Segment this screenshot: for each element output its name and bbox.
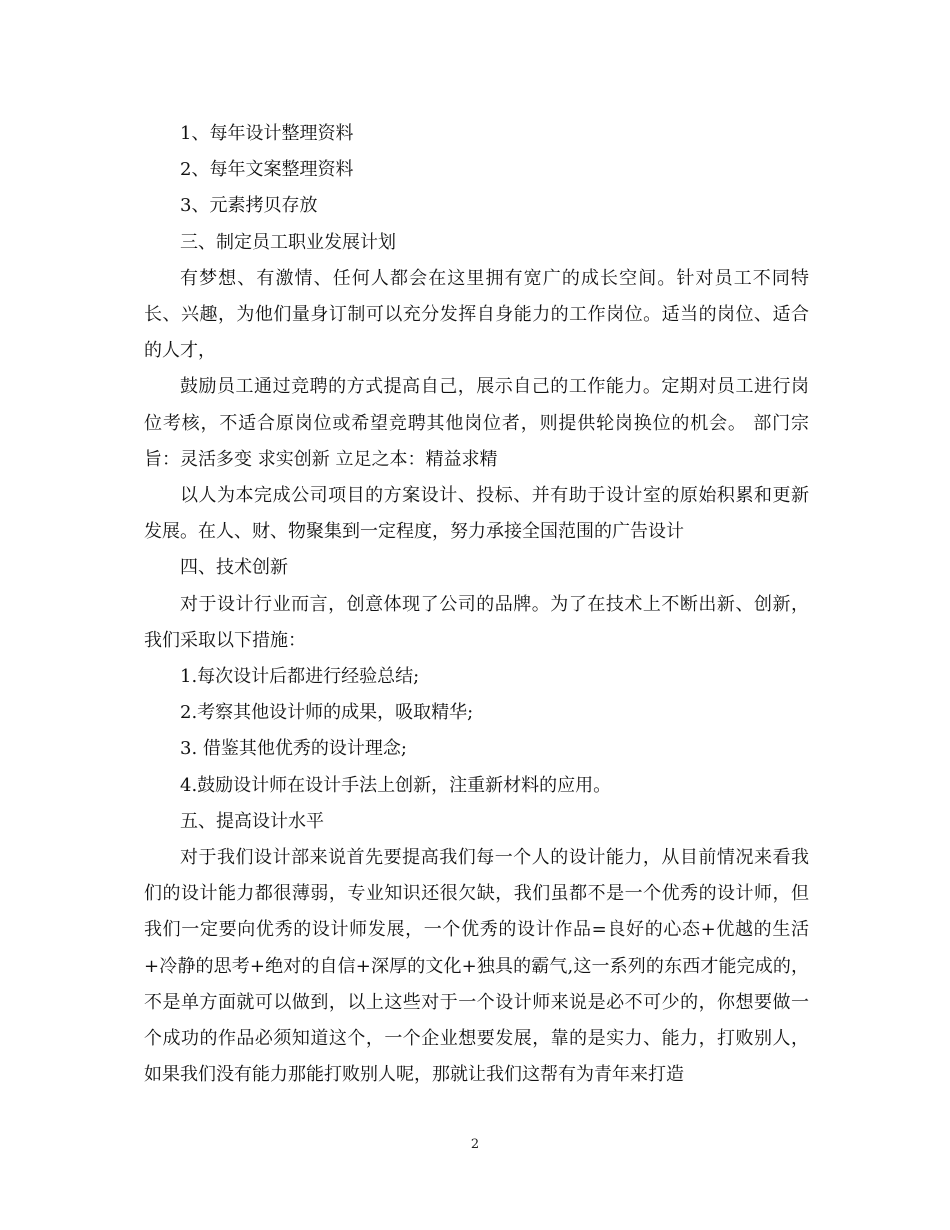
paragraph-innovation: 对于设计行业而言，创意体现了公司的品牌。为了在技术上不断出新、创新，我们采取以下措施： bbox=[144, 593, 809, 651]
section-heading-4: 四、技术创新 bbox=[180, 557, 288, 579]
list-item-2: 2、每年文案整理资料 bbox=[180, 159, 354, 181]
list-item-1: 1、每年设计整理资料 bbox=[180, 123, 354, 144]
list-item-3: 3、元素拷贝存放 bbox=[180, 195, 318, 217]
measure-item-3: 3. 借鉴其他优秀的设计理念; bbox=[180, 738, 407, 760]
page-number: 2 bbox=[470, 1137, 480, 1152]
paragraph-career-1: 有梦想、有激情、任何人都会在这里拥有宽广的成长空间。针对员工不同特长、兴趣，为他们量身订制可以充分发挥自身能力的工作岗位。适当的岗位、适合的人才， bbox=[144, 267, 809, 362]
document-body bbox=[144, 116, 809, 1093]
measure-item-2: 2.考察其他设计师的成果，吸取精华; bbox=[180, 702, 474, 724]
measure-item-1: 1.每次设计后都进行经验总结; bbox=[180, 666, 420, 688]
measure-item-4: 4.鼓励设计师在设计手法上创新，注重新材料的应用。 bbox=[180, 774, 612, 796]
section-heading-3: 三、制定员工职业发展计划 bbox=[180, 231, 396, 253]
section-heading-5: 五、提高设计水平 bbox=[180, 810, 324, 832]
paragraph-career-2: 鼓励员工通过竞聘的方式提高自己，展示自己的工作能力。定期对员工进行岗位考核，不适合原岗位或希望竞聘其他岗位者，则提供轮岗换位的机会。 部门宗旨：灵活多变 求实创新 立足之本：精益求精 bbox=[144, 376, 809, 470]
paragraph-career-3: 以人为本完成公司项目的方案设计、投标、并有助于设计室的原始积累和更新发展。在人、财、物聚集到一定程度，努力承接全国范围的广告设计 bbox=[144, 485, 809, 543]
paragraph-design-level: 对于我们设计部来说首先要提高我们每一个人的设计能力，从目前情况来看我们的设计能力都很薄弱，专业知识还很欠缺，我们虽都不是一个优秀的设计师，但我们一定要向优秀的设计师发展，一个优秀的设计作品=良好的心态+优越的生活+冷静的思考+绝对的自信+深厚的文化+独具的霸气,这一系列的东西才能完成的，不是单方面就可以做到，以上这些对于一个设计师来说是必不可少的，你想要做一个成功的作品必须知道这个，一个企业想要发展，靠的是实力、能力，打败别人，如果我们没有能力那能打败别人呢，那就让我们这帮有为青年来打造 bbox=[144, 847, 809, 1086]
